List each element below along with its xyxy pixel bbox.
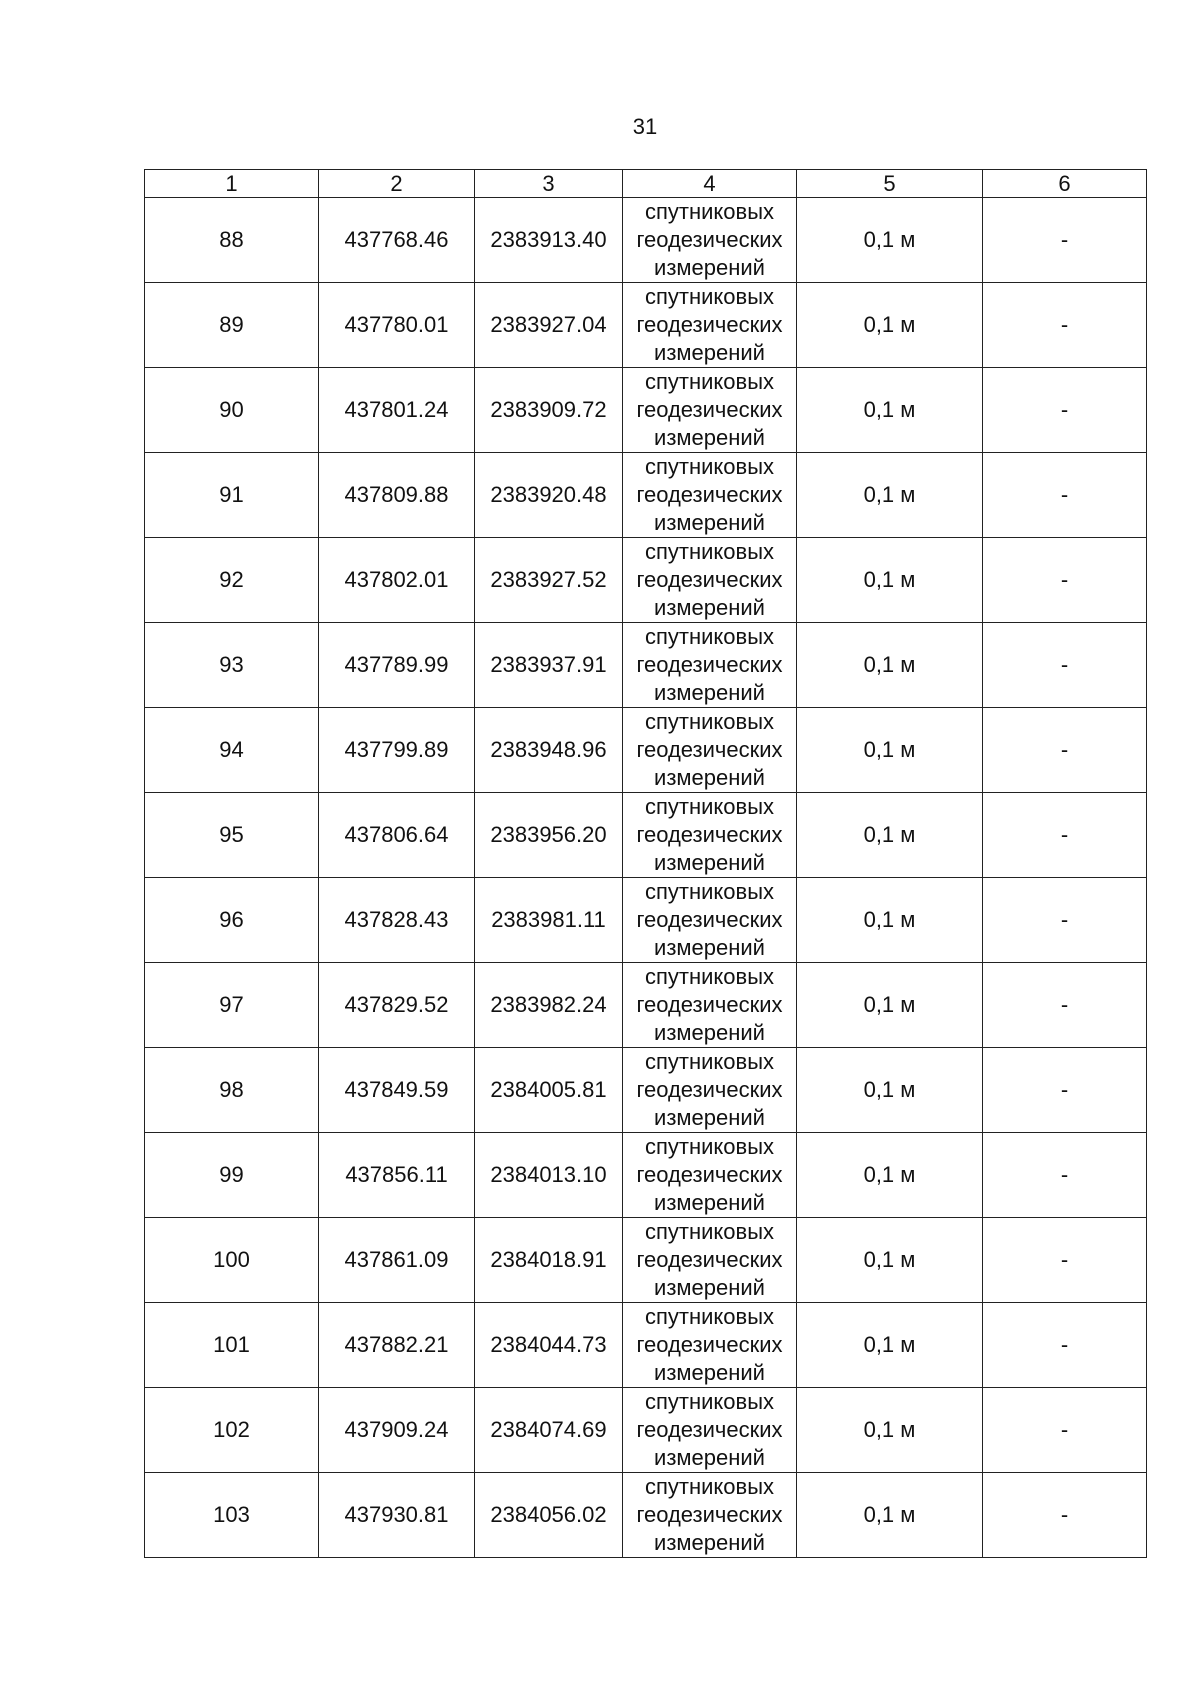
- method-line: геодезических: [636, 482, 783, 507]
- method-line: измерений: [654, 510, 765, 535]
- method-line: геодезических: [636, 652, 783, 677]
- method-line: измерений: [654, 595, 765, 620]
- y-coordinate-cell: 2383982.24: [475, 963, 623, 1048]
- table-row: [145, 1133, 1147, 1218]
- point-number-cell: 93: [145, 623, 319, 708]
- method-line: спутниковых: [644, 709, 775, 734]
- x-coordinate-cell: 437856.11: [319, 1133, 475, 1218]
- note-cell: -: [983, 1388, 1147, 1473]
- method-cell: [623, 538, 797, 623]
- point-number-cell: 89: [145, 283, 319, 368]
- note-cell: -: [983, 623, 1147, 708]
- method-line: геодезических: [636, 822, 783, 847]
- method-line: спутниковых: [644, 1389, 775, 1414]
- accuracy-cell: 0,1 м: [797, 708, 983, 793]
- method-line: измерений: [654, 425, 765, 450]
- point-number-cell: 91: [145, 453, 319, 538]
- method-cell: [623, 283, 797, 368]
- note-cell: -: [983, 1218, 1147, 1303]
- point-number-cell: 103: [145, 1473, 319, 1558]
- note-cell: -: [983, 1133, 1147, 1218]
- method-cell: [623, 793, 797, 878]
- method-cell: [623, 878, 797, 963]
- point-number-cell: 88: [145, 198, 319, 283]
- method-cell: [623, 1218, 797, 1303]
- x-coordinate-cell: 437780.01: [319, 283, 475, 368]
- table-row: [145, 708, 1147, 793]
- y-coordinate-cell: 2383948.96: [475, 708, 623, 793]
- y-coordinate-cell: 2384013.10: [475, 1133, 623, 1218]
- method-cell: [623, 1303, 797, 1388]
- method-line: спутниковых: [644, 624, 775, 649]
- accuracy-cell: 0,1 м: [797, 1218, 983, 1303]
- table-row: [145, 878, 1147, 963]
- point-number-cell: 95: [145, 793, 319, 878]
- x-coordinate-cell: 437789.99: [319, 623, 475, 708]
- header-col-6: 6: [983, 170, 1147, 198]
- method-line: геодезических: [636, 737, 783, 762]
- method-cell: [623, 1388, 797, 1473]
- y-coordinate-cell: 2383913.40: [475, 198, 623, 283]
- header-col-1: 1: [145, 170, 319, 198]
- method-line: спутниковых: [644, 369, 775, 394]
- table-row: [145, 453, 1147, 538]
- table-row: [145, 538, 1147, 623]
- method-line: геодезических: [636, 227, 783, 252]
- accuracy-cell: 0,1 м: [797, 878, 983, 963]
- table-body: [145, 198, 1147, 1558]
- method-cell: [623, 708, 797, 793]
- method-line: геодезических: [636, 567, 783, 592]
- y-coordinate-cell: 2383909.72: [475, 368, 623, 453]
- accuracy-cell: 0,1 м: [797, 1473, 983, 1558]
- method-line: геодезических: [636, 1247, 783, 1272]
- note-cell: -: [983, 453, 1147, 538]
- note-cell: -: [983, 538, 1147, 623]
- method-line: измерений: [654, 1445, 765, 1470]
- note-cell: -: [983, 1303, 1147, 1388]
- note-cell: -: [983, 198, 1147, 283]
- x-coordinate-cell: 437806.64: [319, 793, 475, 878]
- method-line: спутниковых: [644, 1219, 775, 1244]
- method-line: спутниковых: [644, 794, 775, 819]
- table-row: [145, 198, 1147, 283]
- accuracy-cell: 0,1 м: [797, 1133, 983, 1218]
- method-line: геодезических: [636, 992, 783, 1017]
- point-number-cell: 98: [145, 1048, 319, 1133]
- y-coordinate-cell: 2383927.04: [475, 283, 623, 368]
- accuracy-cell: 0,1 м: [797, 963, 983, 1048]
- note-cell: -: [983, 368, 1147, 453]
- accuracy-cell: 0,1 м: [797, 368, 983, 453]
- x-coordinate-cell: 437809.88: [319, 453, 475, 538]
- method-line: спутниковых: [644, 879, 775, 904]
- note-cell: -: [983, 1473, 1147, 1558]
- table-row: [145, 963, 1147, 1048]
- y-coordinate-cell: 2383956.20: [475, 793, 623, 878]
- y-coordinate-cell: 2383937.91: [475, 623, 623, 708]
- method-line: измерений: [654, 765, 765, 790]
- accuracy-cell: 0,1 м: [797, 283, 983, 368]
- method-line: геодезических: [636, 1332, 783, 1357]
- x-coordinate-cell: 437768.46: [319, 198, 475, 283]
- x-coordinate-cell: 437861.09: [319, 1218, 475, 1303]
- y-coordinate-cell: 2384018.91: [475, 1218, 623, 1303]
- method-cell: [623, 1473, 797, 1558]
- method-line: измерений: [654, 850, 765, 875]
- coordinates-table: [144, 169, 1147, 1558]
- note-cell: -: [983, 963, 1147, 1048]
- accuracy-cell: 0,1 м: [797, 793, 983, 878]
- x-coordinate-cell: 437801.24: [319, 368, 475, 453]
- method-cell: [623, 453, 797, 538]
- point-number-cell: 92: [145, 538, 319, 623]
- note-cell: -: [983, 708, 1147, 793]
- method-line: геодезических: [636, 1162, 783, 1187]
- point-number-cell: 101: [145, 1303, 319, 1388]
- table-row: [145, 1473, 1147, 1558]
- method-line: измерений: [654, 1275, 765, 1300]
- y-coordinate-cell: 2383927.52: [475, 538, 623, 623]
- table-row: [145, 1388, 1147, 1473]
- accuracy-cell: 0,1 м: [797, 453, 983, 538]
- table-row: [145, 1218, 1147, 1303]
- method-line: спутниковых: [644, 199, 775, 224]
- method-line: спутниковых: [644, 1304, 775, 1329]
- method-line: геодезических: [636, 907, 783, 932]
- method-cell: [623, 368, 797, 453]
- x-coordinate-cell: 437849.59: [319, 1048, 475, 1133]
- method-line: спутниковых: [644, 964, 775, 989]
- table-row: [145, 368, 1147, 453]
- page-number: 31: [632, 114, 658, 139]
- method-line: измерений: [654, 1360, 765, 1385]
- method-line: спутниковых: [644, 1474, 775, 1499]
- table-row: [145, 283, 1147, 368]
- accuracy-cell: 0,1 м: [797, 198, 983, 283]
- method-line: спутниковых: [644, 539, 775, 564]
- x-coordinate-cell: 437930.81: [319, 1473, 475, 1558]
- accuracy-cell: 0,1 м: [797, 1388, 983, 1473]
- x-coordinate-cell: 437799.89: [319, 708, 475, 793]
- method-line: измерений: [654, 340, 765, 365]
- method-cell: [623, 198, 797, 283]
- point-number-cell: 102: [145, 1388, 319, 1473]
- method-line: измерений: [654, 935, 765, 960]
- method-cell: [623, 963, 797, 1048]
- method-line: геодезических: [636, 1502, 783, 1527]
- accuracy-cell: 0,1 м: [797, 1303, 983, 1388]
- y-coordinate-cell: 2384044.73: [475, 1303, 623, 1388]
- point-number-cell: 99: [145, 1133, 319, 1218]
- y-coordinate-cell: 2384056.02: [475, 1473, 623, 1558]
- method-cell: [623, 1048, 797, 1133]
- x-coordinate-cell: 437828.43: [319, 878, 475, 963]
- header-col-4: 4: [623, 170, 797, 198]
- point-number-cell: 96: [145, 878, 319, 963]
- method-line: измерений: [654, 1020, 765, 1045]
- point-number-cell: 90: [145, 368, 319, 453]
- note-cell: -: [983, 793, 1147, 878]
- y-coordinate-cell: 2383920.48: [475, 453, 623, 538]
- y-coordinate-cell: 2383981.11: [475, 878, 623, 963]
- method-line: измерений: [654, 1105, 765, 1130]
- method-line: спутниковых: [644, 454, 775, 479]
- header-col-2: 2: [319, 170, 475, 198]
- y-coordinate-cell: 2384074.69: [475, 1388, 623, 1473]
- header-col-5: 5: [797, 170, 983, 198]
- method-line: измерений: [654, 255, 765, 280]
- method-line: спутниковых: [644, 1134, 775, 1159]
- method-line: геодезических: [636, 312, 783, 337]
- method-line: геодезических: [636, 1417, 783, 1442]
- note-cell: -: [983, 283, 1147, 368]
- x-coordinate-cell: 437829.52: [319, 963, 475, 1048]
- method-line: спутниковых: [644, 1049, 775, 1074]
- method-line: спутниковых: [644, 284, 775, 309]
- accuracy-cell: 0,1 м: [797, 1048, 983, 1133]
- point-number-cell: 100: [145, 1218, 319, 1303]
- method-cell: [623, 1133, 797, 1218]
- method-line: измерений: [654, 680, 765, 705]
- point-number-cell: 94: [145, 708, 319, 793]
- accuracy-cell: 0,1 м: [797, 538, 983, 623]
- table-row: [145, 623, 1147, 708]
- x-coordinate-cell: 437909.24: [319, 1388, 475, 1473]
- table-row: [145, 1048, 1147, 1133]
- point-number-cell: 97: [145, 963, 319, 1048]
- table-row: [145, 1303, 1147, 1388]
- method-line: геодезических: [636, 397, 783, 422]
- method-line: измерений: [654, 1530, 765, 1555]
- method-line: геодезических: [636, 1077, 783, 1102]
- header-row: [145, 170, 1147, 198]
- y-coordinate-cell: 2384005.81: [475, 1048, 623, 1133]
- accuracy-cell: 0,1 м: [797, 623, 983, 708]
- method-cell: [623, 623, 797, 708]
- table-row: [145, 793, 1147, 878]
- x-coordinate-cell: 437802.01: [319, 538, 475, 623]
- header-col-3: 3: [475, 170, 623, 198]
- note-cell: -: [983, 1048, 1147, 1133]
- note-cell: -: [983, 878, 1147, 963]
- x-coordinate-cell: 437882.21: [319, 1303, 475, 1388]
- table-header: [145, 170, 1147, 198]
- method-line: измерений: [654, 1190, 765, 1215]
